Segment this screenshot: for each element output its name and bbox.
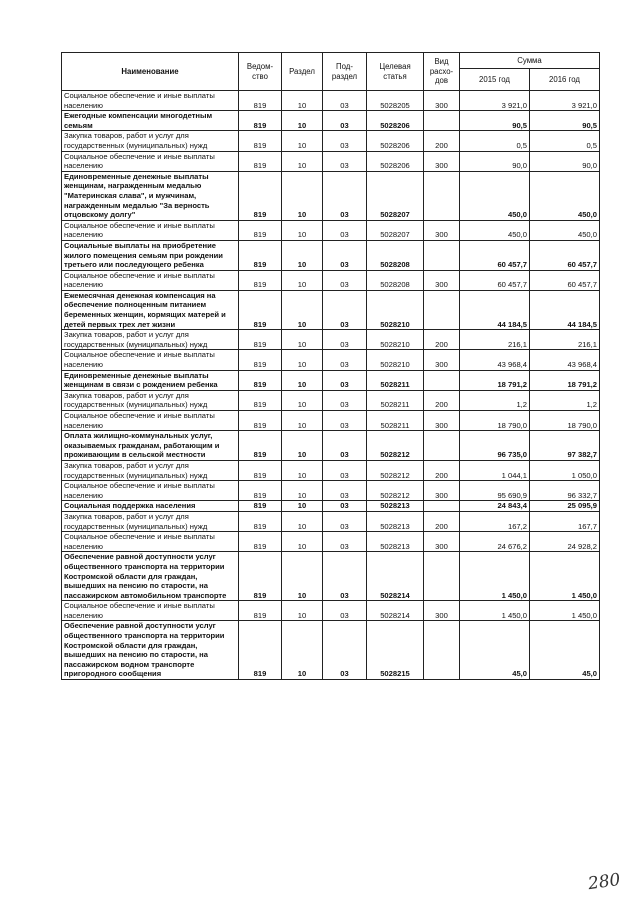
row-sum-2016: 1,2 bbox=[530, 390, 600, 410]
header-section: Раздел bbox=[282, 53, 323, 91]
header-exp-type bbox=[424, 53, 460, 91]
row-section: 10 bbox=[282, 511, 323, 531]
row-subsection: 03 bbox=[323, 390, 367, 410]
row-exp-type: 300 bbox=[424, 532, 460, 552]
row-sum-2016: 18 790,0 bbox=[530, 411, 600, 431]
row-exp-type: 300 bbox=[424, 220, 460, 240]
row-sum-2016: 3 921,0 bbox=[530, 91, 600, 111]
row-sum-2015: 60 457,7 bbox=[460, 270, 530, 290]
row-dept: 819 bbox=[239, 240, 282, 270]
row-exp-type bbox=[424, 111, 460, 131]
row-sum-2016: 44 184,5 bbox=[530, 290, 600, 329]
row-sum-2016: 167,7 bbox=[530, 511, 600, 531]
row-sum-2015: 216,1 bbox=[460, 330, 530, 350]
row-name: Закупка товаров, работ и услуг для государственных (муниципальных) нужд bbox=[62, 330, 239, 350]
row-target: 5028212 bbox=[367, 431, 424, 461]
row-subsection: 03 bbox=[323, 240, 367, 270]
table-row bbox=[62, 220, 600, 240]
row-exp-type bbox=[424, 290, 460, 329]
row-sum-2016: 0,5 bbox=[530, 131, 600, 151]
table-body bbox=[62, 91, 600, 680]
table-header bbox=[62, 53, 600, 91]
row-dept: 819 bbox=[239, 370, 282, 390]
row-subsection: 03 bbox=[323, 330, 367, 350]
row-sum-2015: 45,0 bbox=[460, 621, 530, 680]
row-sum-2016: 1 050,0 bbox=[530, 460, 600, 480]
row-sum-2016: 45,0 bbox=[530, 621, 600, 680]
row-name: Обеспечение равной доступности услуг общественного транспорта на территории Костромской области для граждан, вышедших на пенсию по старости, на пассажирском водном транспорте пригородного сообщения bbox=[62, 621, 239, 680]
page-number: 280 bbox=[586, 869, 622, 895]
row-dept: 819 bbox=[239, 270, 282, 290]
row-subsection: 03 bbox=[323, 131, 367, 151]
row-name: Социальные выплаты на приобретение жилого помещения семьям при рождении третьего или последующего ребенка bbox=[62, 240, 239, 270]
row-subsection: 03 bbox=[323, 151, 367, 171]
row-section: 10 bbox=[282, 220, 323, 240]
row-sum-2015: 60 457,7 bbox=[460, 240, 530, 270]
row-section: 10 bbox=[282, 501, 323, 512]
row-sum-2016: 18 791,2 bbox=[530, 370, 600, 390]
header-dept bbox=[239, 53, 282, 91]
header-year-2015: 2015 год bbox=[460, 69, 530, 91]
row-subsection: 03 bbox=[323, 350, 367, 370]
row-sum-2016: 90,0 bbox=[530, 151, 600, 171]
row-section: 10 bbox=[282, 240, 323, 270]
row-subsection: 03 bbox=[323, 481, 367, 501]
header-year-2016: 2016 год bbox=[530, 69, 600, 91]
table-row bbox=[62, 240, 600, 270]
row-dept: 819 bbox=[239, 151, 282, 171]
row-subsection: 03 bbox=[323, 501, 367, 512]
row-sum-2015: 24 676,2 bbox=[460, 532, 530, 552]
row-target: 5028212 bbox=[367, 481, 424, 501]
table-row bbox=[62, 390, 600, 410]
row-section: 10 bbox=[282, 111, 323, 131]
row-exp-type bbox=[424, 370, 460, 390]
row-sum-2015: 44 184,5 bbox=[460, 290, 530, 329]
row-name: Социальное обеспечение и иные выплаты населению bbox=[62, 270, 239, 290]
header-target-label: Целевая статья bbox=[379, 61, 411, 81]
row-exp-type: 200 bbox=[424, 511, 460, 531]
row-target: 5028214 bbox=[367, 601, 424, 621]
row-section: 10 bbox=[282, 601, 323, 621]
row-section: 10 bbox=[282, 460, 323, 480]
row-subsection: 03 bbox=[323, 532, 367, 552]
row-target: 5028211 bbox=[367, 411, 424, 431]
row-subsection: 03 bbox=[323, 460, 367, 480]
row-section: 10 bbox=[282, 552, 323, 601]
row-sum-2015: 18 791,2 bbox=[460, 370, 530, 390]
table-row bbox=[62, 270, 600, 290]
row-dept: 819 bbox=[239, 330, 282, 350]
row-dept: 819 bbox=[239, 601, 282, 621]
row-section: 10 bbox=[282, 431, 323, 461]
row-sum-2016: 90,5 bbox=[530, 111, 600, 131]
row-dept: 819 bbox=[239, 552, 282, 601]
row-subsection: 03 bbox=[323, 411, 367, 431]
header-dept-label: Ведом- ство bbox=[246, 61, 274, 81]
row-sum-2016: 216,1 bbox=[530, 330, 600, 350]
row-subsection: 03 bbox=[323, 290, 367, 329]
table-row bbox=[62, 91, 600, 111]
row-dept: 819 bbox=[239, 431, 282, 461]
row-target: 5028210 bbox=[367, 350, 424, 370]
row-dept: 819 bbox=[239, 171, 282, 220]
row-exp-type bbox=[424, 621, 460, 680]
row-exp-type: 300 bbox=[424, 411, 460, 431]
row-target: 5028208 bbox=[367, 270, 424, 290]
row-dept: 819 bbox=[239, 111, 282, 131]
row-target: 5028210 bbox=[367, 330, 424, 350]
row-target: 5028213 bbox=[367, 511, 424, 531]
row-target: 5028205 bbox=[367, 91, 424, 111]
row-section: 10 bbox=[282, 330, 323, 350]
row-sum-2016: 60 457,7 bbox=[530, 270, 600, 290]
row-dept: 819 bbox=[239, 350, 282, 370]
row-sum-2015: 95 690,9 bbox=[460, 481, 530, 501]
row-exp-type bbox=[424, 240, 460, 270]
row-target: 5028206 bbox=[367, 111, 424, 131]
row-sum-2016: 450,0 bbox=[530, 171, 600, 220]
row-sum-2015: 1,2 bbox=[460, 390, 530, 410]
row-target: 5028207 bbox=[367, 220, 424, 240]
row-target: 5028208 bbox=[367, 240, 424, 270]
row-subsection: 03 bbox=[323, 220, 367, 240]
row-exp-type bbox=[424, 552, 460, 601]
row-target: 5028206 bbox=[367, 151, 424, 171]
row-dept: 819 bbox=[239, 91, 282, 111]
row-sum-2016: 450,0 bbox=[530, 220, 600, 240]
row-name: Социальная поддержка населения bbox=[62, 501, 239, 512]
row-dept: 819 bbox=[239, 532, 282, 552]
table-row bbox=[62, 532, 600, 552]
row-exp-type: 200 bbox=[424, 330, 460, 350]
row-section: 10 bbox=[282, 350, 323, 370]
row-name: Закупка товаров, работ и услуг для государственных (муниципальных) нужд bbox=[62, 390, 239, 410]
table-row bbox=[62, 411, 600, 431]
row-name: Закупка товаров, работ и услуг для государственных (муниципальных) нужд bbox=[62, 460, 239, 480]
row-name: Ежегодные компенсации многодетным семьям bbox=[62, 111, 239, 131]
row-sum-2016: 24 928,2 bbox=[530, 532, 600, 552]
row-target: 5028207 bbox=[367, 171, 424, 220]
row-name: Ежемесячная денежная компенсация на обеспечение полноценным питанием беременных женщин, кормящих матерей и детей первых трех лет жизни bbox=[62, 290, 239, 329]
header-name: Наименование bbox=[62, 53, 239, 91]
row-target: 5028214 bbox=[367, 552, 424, 601]
row-subsection: 03 bbox=[323, 621, 367, 680]
row-subsection: 03 bbox=[323, 511, 367, 531]
row-subsection: 03 bbox=[323, 431, 367, 461]
row-section: 10 bbox=[282, 171, 323, 220]
table-row bbox=[62, 350, 600, 370]
header-exp-type-label: Вид расхо- дов bbox=[429, 57, 454, 86]
table-row bbox=[62, 290, 600, 329]
row-sum-2016: 60 457,7 bbox=[530, 240, 600, 270]
row-sum-2016: 43 968,4 bbox=[530, 350, 600, 370]
row-dept: 819 bbox=[239, 481, 282, 501]
row-section: 10 bbox=[282, 151, 323, 171]
row-name: Социальное обеспечение и иные выплаты населению bbox=[62, 350, 239, 370]
row-dept: 819 bbox=[239, 460, 282, 480]
row-section: 10 bbox=[282, 91, 323, 111]
table-row bbox=[62, 481, 600, 501]
row-target: 5028210 bbox=[367, 290, 424, 329]
row-sum-2016: 1 450,0 bbox=[530, 552, 600, 601]
row-target: 5028212 bbox=[367, 460, 424, 480]
row-target: 5028213 bbox=[367, 532, 424, 552]
row-sum-2016: 96 332,7 bbox=[530, 481, 600, 501]
table-row bbox=[62, 151, 600, 171]
row-exp-type bbox=[424, 171, 460, 220]
row-section: 10 bbox=[282, 270, 323, 290]
header-subsection bbox=[323, 53, 367, 91]
row-exp-type: 300 bbox=[424, 151, 460, 171]
row-name: Социальное обеспечение и иные выплаты населению bbox=[62, 220, 239, 240]
row-section: 10 bbox=[282, 621, 323, 680]
row-sum-2015: 1 044,1 bbox=[460, 460, 530, 480]
row-subsection: 03 bbox=[323, 171, 367, 220]
row-sum-2015: 167,2 bbox=[460, 511, 530, 531]
row-section: 10 bbox=[282, 411, 323, 431]
row-name: Социальное обеспечение и иные выплаты населению bbox=[62, 532, 239, 552]
row-sum-2015: 18 790,0 bbox=[460, 411, 530, 431]
row-sum-2015: 90,0 bbox=[460, 151, 530, 171]
table-row bbox=[62, 330, 600, 350]
row-section: 10 bbox=[282, 370, 323, 390]
row-dept: 819 bbox=[239, 501, 282, 512]
table-row bbox=[62, 171, 600, 220]
row-name: Закупка товаров, работ и услуг для государственных (муниципальных) нужд bbox=[62, 511, 239, 531]
row-sum-2015: 3 921,0 bbox=[460, 91, 530, 111]
row-target: 5028215 bbox=[367, 621, 424, 680]
row-exp-type: 300 bbox=[424, 481, 460, 501]
table-row bbox=[62, 131, 600, 151]
row-name: Оплата жилищно-коммунальных услуг, оказываемых гражданам, работающим и проживающим в сельской местности bbox=[62, 431, 239, 461]
row-name: Социальное обеспечение и иные выплаты населению bbox=[62, 481, 239, 501]
row-dept: 819 bbox=[239, 131, 282, 151]
row-sum-2016: 25 095,9 bbox=[530, 501, 600, 512]
row-target: 5028211 bbox=[367, 390, 424, 410]
row-name: Социальное обеспечение и иные выплаты населению bbox=[62, 601, 239, 621]
header-subsection-label: Под- раздел bbox=[331, 61, 358, 81]
budget-table bbox=[61, 52, 600, 680]
row-exp-type: 300 bbox=[424, 350, 460, 370]
row-name: Единовременные денежные выплаты женщинам, награжденным медалью "Материнская слава", и мужчинам, награжденным медалью "За верность отцовскому долгу" bbox=[62, 171, 239, 220]
row-exp-type bbox=[424, 501, 460, 512]
row-subsection: 03 bbox=[323, 270, 367, 290]
table-row bbox=[62, 621, 600, 680]
table-row bbox=[62, 460, 600, 480]
row-section: 10 bbox=[282, 481, 323, 501]
table-row bbox=[62, 370, 600, 390]
row-subsection: 03 bbox=[323, 111, 367, 131]
row-section: 10 bbox=[282, 131, 323, 151]
row-name: Закупка товаров, работ и услуг для государственных (муниципальных) нужд bbox=[62, 131, 239, 151]
row-dept: 819 bbox=[239, 621, 282, 680]
table-row bbox=[62, 501, 600, 512]
row-dept: 819 bbox=[239, 220, 282, 240]
row-subsection: 03 bbox=[323, 601, 367, 621]
row-subsection: 03 bbox=[323, 552, 367, 601]
row-sum-2015: 1 450,0 bbox=[460, 552, 530, 601]
row-section: 10 bbox=[282, 532, 323, 552]
row-exp-type: 300 bbox=[424, 601, 460, 621]
table-row bbox=[62, 552, 600, 601]
row-subsection: 03 bbox=[323, 370, 367, 390]
header-sum: Сумма bbox=[460, 53, 600, 69]
row-target: 5028211 bbox=[367, 370, 424, 390]
row-dept: 819 bbox=[239, 390, 282, 410]
row-sum-2015: 90,5 bbox=[460, 111, 530, 131]
table-row bbox=[62, 511, 600, 531]
row-exp-type: 300 bbox=[424, 91, 460, 111]
row-exp-type bbox=[424, 431, 460, 461]
header-target bbox=[367, 53, 424, 91]
row-name: Социальное обеспечение и иные выплаты населению bbox=[62, 411, 239, 431]
row-name: Социальное обеспечение и иные выплаты населению bbox=[62, 151, 239, 171]
row-sum-2016: 97 382,7 bbox=[530, 431, 600, 461]
table-row bbox=[62, 431, 600, 461]
row-name: Социальное обеспечение и иные выплаты населению bbox=[62, 91, 239, 111]
table-row bbox=[62, 601, 600, 621]
row-target: 5028213 bbox=[367, 501, 424, 512]
row-subsection: 03 bbox=[323, 91, 367, 111]
row-sum-2015: 24 843,4 bbox=[460, 501, 530, 512]
row-exp-type: 200 bbox=[424, 460, 460, 480]
row-section: 10 bbox=[282, 290, 323, 329]
row-name: Единовременные денежные выплаты женщинам в связи с рождением ребенка bbox=[62, 370, 239, 390]
row-exp-type: 200 bbox=[424, 131, 460, 151]
row-sum-2015: 450,0 bbox=[460, 220, 530, 240]
row-exp-type: 300 bbox=[424, 270, 460, 290]
row-dept: 819 bbox=[239, 511, 282, 531]
row-sum-2016: 1 450,0 bbox=[530, 601, 600, 621]
row-sum-2015: 96 735,0 bbox=[460, 431, 530, 461]
row-sum-2015: 1 450,0 bbox=[460, 601, 530, 621]
row-dept: 819 bbox=[239, 290, 282, 329]
row-target: 5028206 bbox=[367, 131, 424, 151]
table-row bbox=[62, 111, 600, 131]
row-exp-type: 200 bbox=[424, 390, 460, 410]
row-sum-2015: 43 968,4 bbox=[460, 350, 530, 370]
row-name: Обеспечение равной доступности услуг общественного транспорта на территории Костромской области для граждан, вышедших на пенсию по старости, на пассажирском автомобильном транспорте bbox=[62, 552, 239, 601]
row-section: 10 bbox=[282, 390, 323, 410]
row-dept: 819 bbox=[239, 411, 282, 431]
row-sum-2015: 450,0 bbox=[460, 171, 530, 220]
row-sum-2015: 0,5 bbox=[460, 131, 530, 151]
